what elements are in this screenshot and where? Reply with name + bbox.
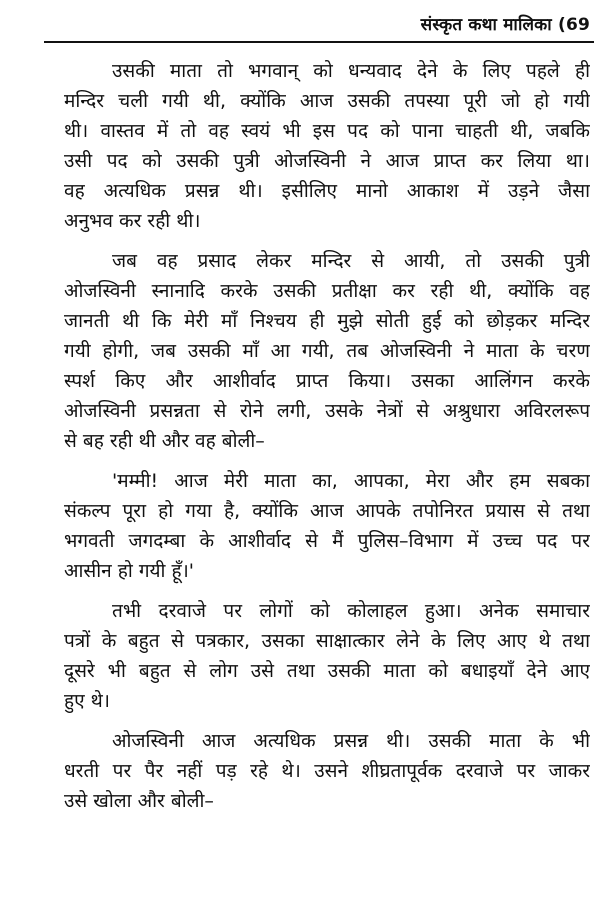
paragraph (16, 246, 590, 456)
text-line: उसकी माता तो भगवान् को धन्यवाद देने के लिए पहले ही (112, 60, 590, 82)
text-line: हुए थे। (64, 690, 110, 712)
text-line: अनुभव कर रही थी। (64, 210, 201, 232)
body-text (16, 56, 590, 816)
book-title: संस्कृत कथा मालिका (420, 15, 552, 35)
text-line: दूसरे भी बहुत से लोग उसे तथा उसकी माता को बधाइयाँ देने आए (64, 660, 590, 682)
text-line: थी। वास्तव में तो वह स्वयं भी इस पद को पाना चाहती थी, जबकि (64, 120, 590, 142)
text-line: वह अत्यधिक प्रसन्न थी। इसीलिए मानो आकाश में उड़ने जैसा (64, 180, 590, 202)
text-line: भगवती जगदम्बा के आशीर्वाद से मैं पुलिस–विभाग में उच्च पद पर (64, 530, 590, 552)
text-line: जब वह प्रसाद लेकर मन्दिर से आयी, तो उसकी पुत्री (112, 250, 590, 272)
text-line: गयी होगी, जब उसकी माँ आ गयी, तब ओजस्विनी ने माता के चरण (64, 340, 590, 362)
paragraph (16, 596, 590, 716)
text-line: से बह रही थी और वह बोली– (64, 430, 265, 452)
text-line: जानती थी कि मेरी माँ निश्चय ही मुझे सोती हुई को छोड़कर मन्दिर (64, 310, 590, 332)
text-line: धरती पर पैर नहीं पड़ रहे थे। उसने शीघ्रतापूर्वक दरवाजे पर जाकर (64, 760, 590, 782)
text-line: 'मम्मी! आज मेरी माता का, आपका, मेरा और हम सबका (112, 470, 590, 492)
text-line: उसी पद को उसकी पुत्री ओजस्विनी ने आज प्राप्त कर लिया था। (64, 150, 590, 172)
text-line: तभी दरवाजे पर लोगों को कोलाहल हुआ। अनेक समाचार (112, 600, 590, 622)
text-line: पत्रों के बहुत से पत्रकार, उसका साक्षात्कार लेने के लिए आए थे तथा (64, 630, 590, 652)
page-number: 69 (565, 15, 590, 35)
text-line: संकल्प पूरा हो गया है, क्योंकि आज आपके तपोनिरत प्रयास से तथा (64, 500, 590, 522)
paragraph (16, 56, 590, 236)
paragraph (16, 466, 590, 586)
text-line: उसे खोला और बोली– (64, 790, 214, 812)
text-line: मन्दिर चली गयी थी, क्योंकि आज उसकी तपस्या पूरी जो हो गयी (64, 90, 590, 112)
header-divider (44, 41, 594, 43)
paragraph (16, 726, 590, 816)
text-line: आसीन हो गयी हूँ।' (64, 560, 195, 582)
page-number-prefix: ( (557, 15, 566, 35)
text-line: ओजस्विनी स्नानादि करके उसकी प्रतीक्षा कर रही थी, क्योंकि वह (64, 280, 590, 302)
text-line: ओजस्विनी प्रसन्नता से रोने लगी, उसके नेत्रों से अश्रुधारा अविरलरूप (64, 400, 590, 422)
text-line: ओजस्विनी आज अत्यधिक प्रसन्न थी। उसकी माता के भी (112, 730, 590, 752)
running-header (421, 12, 590, 35)
text-line: स्पर्श किए और आशीर्वाद प्राप्त किया। उसका आलिंगन करके (64, 370, 590, 392)
